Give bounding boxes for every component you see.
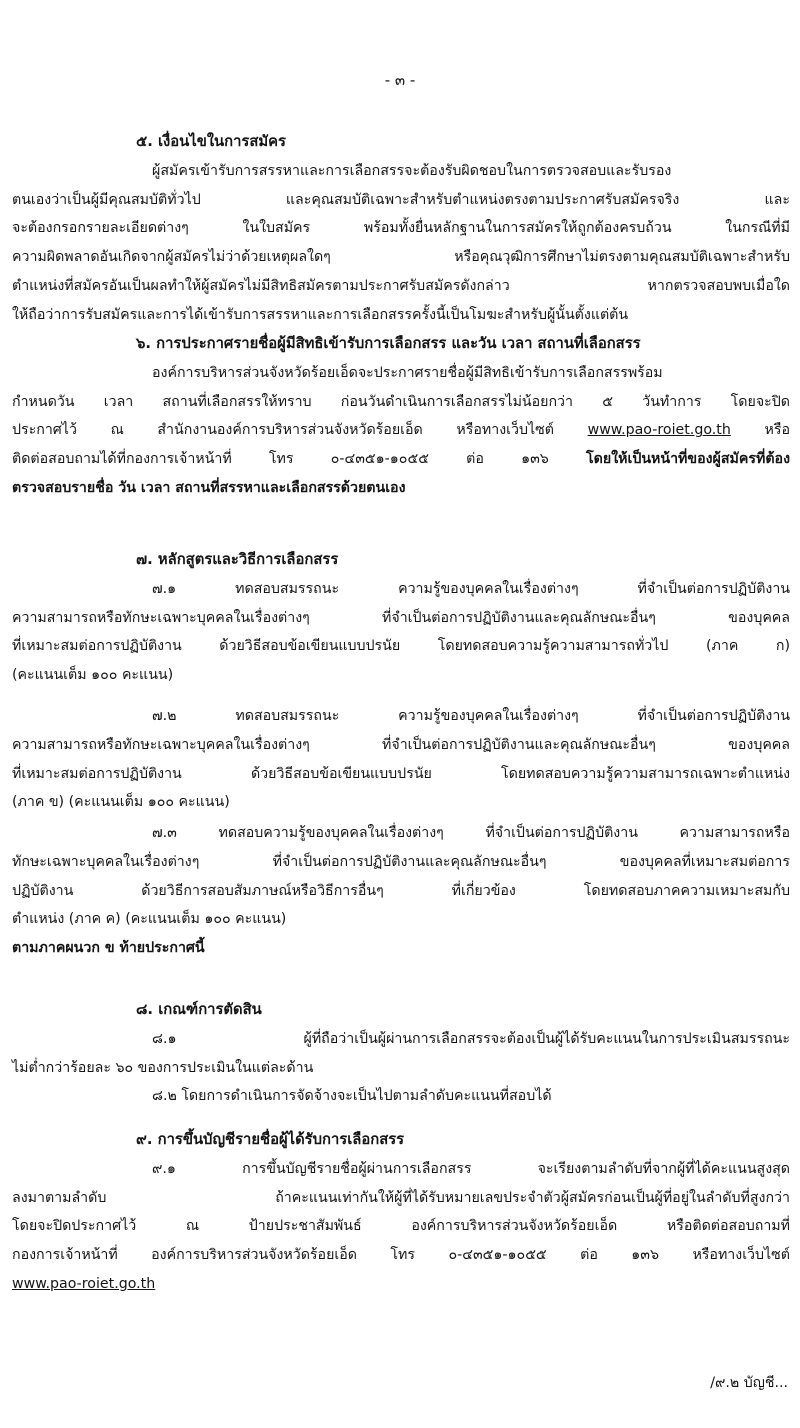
section-5-line: ตนเองว่าเป็นผู้มีคุณสมบัติทั่วไป และคุณสมบัติเฉพาะสำหรับตำแหน่งตรงตามประกาศรับสมัครจริง และ [12,191,790,208]
section-5-line: จะต้องกรอกรายละเอียดต่างๆ ในใบสมัคร พร้อมทั้งยื่นหลักฐานในการสมัครให้ถูกต้องครบถ้วน ในกรณีที่มี [12,220,790,237]
section-9-heading: ๙. การขึ้นบัญชีรายชื่อผู้ได้รับการเลือกสรร [136,1131,405,1148]
section-6-emphasis-line: ตรวจสอบรายชื่อ วัน เวลา สถานที่สรรหาและเลือกสรรด้วยตนเอง [12,479,406,496]
section-7-2-line: (ภาค ข) (คะแนนเต็ม ๑๐๐ คะแนน) [12,794,230,811]
section-6-line: องค์การบริหารส่วนจังหวัดร้อยเอ็ดจะประกาศรายชื่อผู้มีสิทธิเข้ารับการเลือกสรรพร้อม [152,364,663,381]
section-9-line [12,1270,790,1299]
section-5-line: ตำแหน่งที่สมัครอันเป็นผลทำให้ผู้สมัครไม่มีสิทธิสมัครตามประกาศรับสมัครดังกล่าว หากตรวจสอบพบเมื่อใด [12,277,790,294]
section-7-1-line: ความสามารถหรือทักษะเฉพาะบุคคลในเรื่องต่างๆ ที่จำเป็นต่อการปฏิบัติงานและคุณลักษณะอื่นๆ ของบุคคล [12,609,790,626]
section-9-line: กองการเจ้าหน้าที่ องค์การบริหารส่วนจังหวัดร้อยเอ็ด โทร ๐-๔๓๕๑-๑๐๕๕ ต่อ ๑๓๖ หรือทางเว็บไซต์ [12,1247,790,1264]
section-7-2-line: ที่เหมาะสมต่อการปฏิบัติงาน ด้วยวิธีสอบข้อเขียนแบบปรนัย โดยทดสอบความรู้ความสามารถเฉพาะตำแหน่ง [12,765,790,782]
section-8-heading: ๘. เกณฑ์การตัดสิน [136,1001,262,1018]
section-7-2-line: ความสามารถหรือทักษะเฉพาะบุคคลในเรื่องต่างๆ ที่จำเป็นต่อการปฏิบัติงานและคุณลักษณะอื่นๆ ของบุคคล [12,736,790,753]
continuation-marker: /๙.๒ บัญชี... [710,1375,788,1391]
section-7-3 [12,819,790,963]
section-7 [12,546,790,690]
annex-note: ตามภาคผนวก ข ท้ายประกาศนี้ [12,940,205,957]
section-7-2-line: ๗.๒ ทดสอบสมรรถนะ ความรู้ของบุคคลในเรื่องต่างๆ ที่จำเป็นต่อการปฏิบัติงาน [152,708,790,724]
section-7-3-line: ทักษะเฉพาะบุคคลในเรื่องต่างๆ ที่จำเป็นต่อการปฏิบัติงานและคุณลักษณะอื่นๆ ของบุคคลที่เหมาะสมต่อการ [12,853,790,870]
section-5 [12,128,790,330]
section-7-3-line: ปฏิบัติงาน ด้วยวิธีการสอบสัมภาษณ์หรือวิธีการอื่นๆ ที่เกี่ยวข้อง โดยทดสอบภาคความเหมาะสมกับ [12,882,790,899]
section-5-line: ความผิดพลาดอันเกิดจากผู้สมัครไม่ว่าด้วยเหตุผลใดๆ หรือคุณวุฒิการศึกษาไม่ตรงตามคุณสมบัติเฉพาะสำหรับ [12,249,790,266]
section-8 [12,996,790,1111]
section-5-heading: ๕. เงื่อนไขในการสมัคร [136,133,286,150]
section-6-text: ติดต่อสอบถามได้ที่กองการเจ้าหน้าที่ โทร ๐-๔๓๕๑-๑๐๕๕ ต่อ ๑๓๖ [12,451,587,468]
section-7-heading: ๗. หลักสูตรและวิธีการเลือกสรร [136,551,339,568]
section-6-emphasis: โดยให้เป็นหน้าที่ของผู้สมัครที่ต้อง [586,451,790,468]
section-6 [12,330,790,503]
section-9-line: โดยจะปิดประกาศไว้ ณ ป้ายประชาสัมพันธ์ องค์การบริหารส่วนจังหวัดร้อยเอ็ด หรือติดต่อสอบถามที่ [12,1218,790,1235]
section-6-text: หรือ [730,422,790,439]
section-8-2-line: ๘.๒ โดยการดำเนินการจัดจ้างจะเป็นไปตามลำดับคะแนนที่สอบได้ [152,1088,552,1105]
section-5-line: ให้ถือว่าการรับสมัครและการได้เข้ารับการสรรหาและการเลือกสรรครั้งนี้เป็นโมฆะสำหรับผู้นั้นตั้งแต่ต้น [12,306,629,323]
section-6-line [12,416,790,445]
section-7-1-line: (คะแนนเต็ม ๑๐๐ คะแนน) [12,667,174,684]
section-6-line: กำหนดวัน เวลา สถานที่เลือกสรรให้ทราบ ก่อนวันดำเนินการเลือกสรรไม่น้อยกว่า ๕ วันทำการ โดยจะปิด [12,393,790,410]
section-7-3-line: ตำแหน่ง (ภาค ค) (คะแนนเต็ม ๑๐๐ คะแนน) [12,911,287,928]
section-8-1-line: ๘.๑ ผู้ที่ถือว่าเป็นผู้ผ่านการเลือกสรรจะต้องเป็นผู้ได้รับคะแนนในการประเมินสมรรถนะ [152,1030,790,1047]
section-9 [12,1126,790,1299]
page-number: - ๓ - [384,71,416,89]
section-6-line [12,445,790,474]
section-9-line: ลงมาตามลำดับ ถ้าคะแนนเท่ากันให้ผู้ที่ได้รับหมายเลขประจำตัวผู้สมัครก่อนเป็นผู้ที่อยู่ในลำดับที่สูงกว่า [12,1189,790,1206]
section-7-1-line: ที่เหมาะสมต่อการปฏิบัติงาน ด้วยวิธีสอบข้อเขียนแบบปรนัย โดยทดสอบความรู้ความสามารถทั่วไป (ภาค ก) [12,638,790,655]
section-6-text: ประกาศไว้ ณ สำนักงานองค์การบริหารส่วนจังหวัดร้อยเอ็ด หรือทางเว็บไซต์ [12,422,588,439]
section-8-1-line: ไม่ต่ำกว่าร้อยละ ๖๐ ของการประเมินในแต่ละด้าน [12,1059,314,1076]
section-7-2 [12,702,790,817]
section-7-3-line: ๗.๓ ทดสอบความรู้ของบุคคลในเรื่องต่างๆ ที่จำเป็นต่อการปฏิบัติงาน ความสามารถหรือ [152,825,790,841]
section-6-heading: ๖. การประกาศรายชื่อผู้มีสิทธิเข้ารับการเลือกสรร และวัน เวลา สถานที่เลือกสรร [136,335,641,352]
section-7-1-line: ๗.๑ ทดสอบสมรรถนะ ความรู้ของบุคคลในเรื่องต่างๆ ที่จำเป็นต่อการปฏิบัติงาน [152,580,790,597]
section-5-line: ผู้สมัครเข้ารับการสรรหาและการเลือกสรรจะต้องรับผิดชอบในการตรวจสอบและรับรอง [152,162,672,179]
section-9-line: ๙.๑ การขึ้นบัญชีรายชื่อผู้ผ่านการเลือกสรร จะเรียงตามลำดับที่จากผู้ที่ได้คะแนนสูงสุด [152,1160,790,1177]
website-link[interactable]: www.pao-roiet.go.th [12,1275,156,1292]
website-link[interactable]: www.pao-roiet.go.th [587,422,731,439]
